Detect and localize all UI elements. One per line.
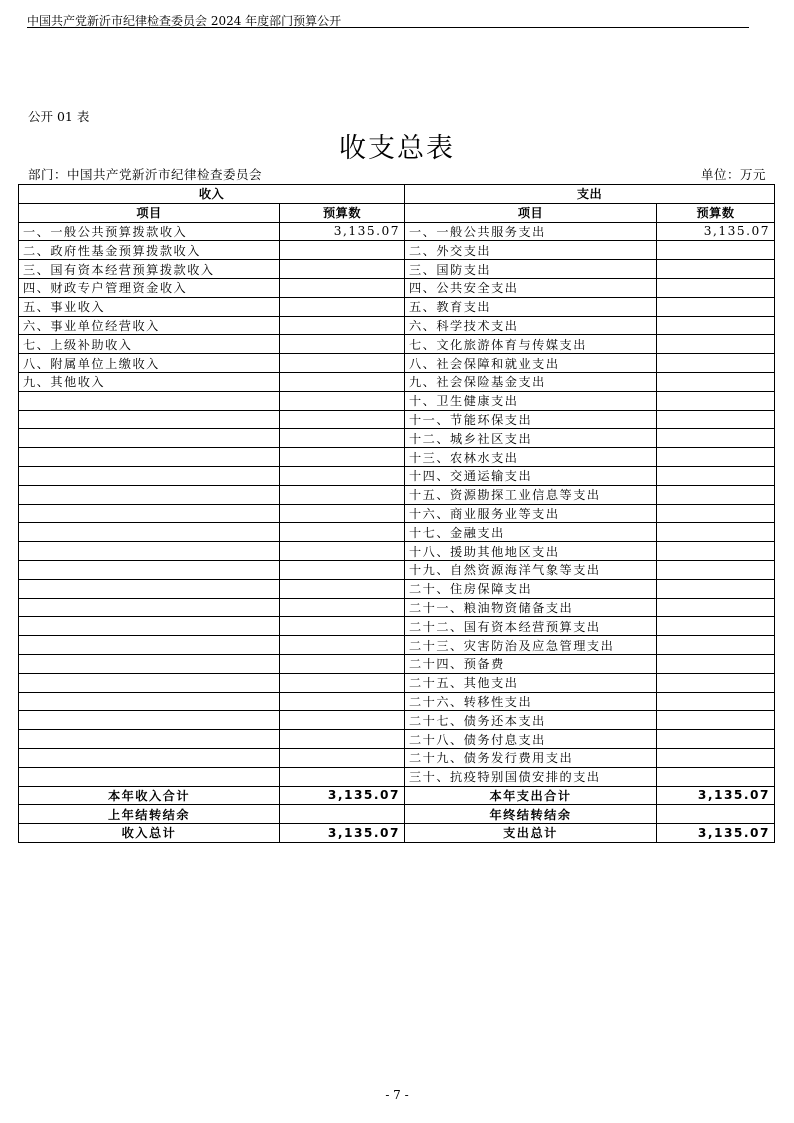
- expense-item-cell: 十三、农林水支出: [405, 448, 657, 467]
- expense-item-cell: 支出总计: [405, 824, 657, 843]
- expense-value-cell: [657, 316, 775, 335]
- expense-item-cell: 十四、交通运输支出: [405, 466, 657, 485]
- income-value-cell: [280, 297, 405, 316]
- table-row: [19, 260, 775, 279]
- expense-item-cell: 十九、自然资源海洋气象等支出: [405, 560, 657, 579]
- table-row: [19, 542, 775, 561]
- income-value-cell: [280, 598, 405, 617]
- income-item-cell: [19, 598, 280, 617]
- income-item-cell: 八、附属单位上缴收入: [19, 354, 280, 373]
- table-row: [19, 654, 775, 673]
- income-item-cell: [19, 466, 280, 485]
- expense-value-cell: [657, 692, 775, 711]
- expense-value-cell: [657, 466, 775, 485]
- income-value-cell: [280, 372, 405, 391]
- income-item-cell: [19, 560, 280, 579]
- expense-item-cell: 六、科学技术支出: [405, 316, 657, 335]
- table-row: [19, 598, 775, 617]
- table-row: [19, 485, 775, 504]
- expense-value-cell: [657, 617, 775, 636]
- income-value-cell: 3,135.07: [280, 824, 405, 843]
- income-item-cell: [19, 767, 280, 786]
- income-value-cell: [280, 636, 405, 655]
- expense-item-cell: 十二、城乡社区支出: [405, 429, 657, 448]
- expense-item-cell: 二十三、灾害防治及应急管理支出: [405, 636, 657, 655]
- table-row: [19, 730, 775, 749]
- table-row: [19, 560, 775, 579]
- expense-value-cell: [657, 391, 775, 410]
- total-row: [19, 805, 775, 824]
- table-row: [19, 297, 775, 316]
- department-label: 部门：中国共产党新沂市纪律检查委员会: [28, 167, 263, 182]
- income-value-cell: [280, 278, 405, 297]
- expense-item-cell: 一、一般公共服务支出: [405, 222, 657, 241]
- income-value-cell: [280, 711, 405, 730]
- expense-item-cell: 七、文化旅游体育与传媒支出: [405, 335, 657, 354]
- income-value-cell: [280, 692, 405, 711]
- expense-value-cell: [657, 504, 775, 523]
- income-value-cell: [280, 241, 405, 260]
- income-item-cell: 五、事业收入: [19, 297, 280, 316]
- expense-item-cell: 八、社会保障和就业支出: [405, 354, 657, 373]
- expense-value-cell: [657, 636, 775, 655]
- income-value-cell: [280, 410, 405, 429]
- expense-value-cell: [657, 542, 775, 561]
- expense-item-cell: 二十七、债务还本支出: [405, 711, 657, 730]
- income-value-cell: [280, 730, 405, 749]
- income-item-cell: 本年收入合计: [19, 786, 280, 805]
- expense-value-cell: [657, 297, 775, 316]
- income-value-cell: [280, 673, 405, 692]
- expense-value-cell: [657, 523, 775, 542]
- table-row: [19, 466, 775, 485]
- expense-item-cell: 十一、节能环保支出: [405, 410, 657, 429]
- expense-item-cell: 十八、援助其他地区支出: [405, 542, 657, 561]
- income-item-cell: 三、国有资本经营预算拨款收入: [19, 260, 280, 279]
- income-item-cell: 七、上级补助收入: [19, 335, 280, 354]
- income-value-cell: 3,135.07: [280, 222, 405, 241]
- table-row: [19, 579, 775, 598]
- expense-item-cell: 二十一、粮油物资储备支出: [405, 598, 657, 617]
- expense-item-cell: 年终结转结余: [405, 805, 657, 824]
- table-row: [19, 391, 775, 410]
- income-item-cell: 收入总计: [19, 824, 280, 843]
- income-value-cell: [280, 617, 405, 636]
- table-row: [19, 222, 775, 241]
- expense-value-cell: [657, 748, 775, 767]
- table-row: [19, 673, 775, 692]
- expense-value-cell: [657, 278, 775, 297]
- expense-value-cell: [657, 579, 775, 598]
- expense-item-cell: 二、外交支出: [405, 241, 657, 260]
- income-item-cell: [19, 579, 280, 598]
- income-value-cell: [280, 466, 405, 485]
- expense-value-cell: 3,135.07: [657, 824, 775, 843]
- expense-value-cell: [657, 730, 775, 749]
- income-value-cell: [280, 767, 405, 786]
- income-item-header: 项目: [19, 203, 280, 222]
- expense-item-cell: 二十二、国有资本经营预算支出: [405, 617, 657, 636]
- table-row: [19, 504, 775, 523]
- page-number: - 7 -: [385, 1088, 409, 1102]
- table-body: [19, 222, 775, 842]
- expense-item-cell: 本年支出合计: [405, 786, 657, 805]
- table-row: [19, 636, 775, 655]
- total-row: [19, 824, 775, 843]
- expense-item-cell: 二十九、债务发行费用支出: [405, 748, 657, 767]
- income-value-cell: [280, 805, 405, 824]
- expense-value-cell: [657, 448, 775, 467]
- table-row: [19, 278, 775, 297]
- column-header-row: [19, 203, 775, 222]
- expense-value-cell: [657, 711, 775, 730]
- income-item-cell: [19, 448, 280, 467]
- expense-value-cell: [657, 354, 775, 373]
- expense-value-cell: [657, 654, 775, 673]
- header-divider: [27, 27, 749, 28]
- income-item-cell: [19, 391, 280, 410]
- income-value-cell: [280, 579, 405, 598]
- expense-value-cell: [657, 767, 775, 786]
- income-item-cell: [19, 673, 280, 692]
- expense-value-cell: [657, 485, 775, 504]
- income-item-cell: [19, 429, 280, 448]
- expense-item-cell: 十五、资源勘探工业信息等支出: [405, 485, 657, 504]
- expense-value-cell: 3,135.07: [657, 222, 775, 241]
- income-item-cell: 九、其他收入: [19, 372, 280, 391]
- income-item-cell: [19, 504, 280, 523]
- expense-value-cell: 3,135.07: [657, 786, 775, 805]
- income-value-cell: [280, 504, 405, 523]
- table-row: [19, 335, 775, 354]
- income-value-cell: [280, 260, 405, 279]
- expense-item-cell: 十六、商业服务业等支出: [405, 504, 657, 523]
- expense-group-header: 支出: [405, 185, 775, 204]
- expense-budget-header: 预算数: [657, 203, 775, 222]
- page-title: 收支总表: [339, 133, 455, 164]
- table-row: [19, 711, 775, 730]
- expense-item-cell: 十七、金融支出: [405, 523, 657, 542]
- income-item-cell: 四、财政专户管理资金收入: [19, 278, 280, 297]
- income-item-cell: [19, 410, 280, 429]
- expense-value-cell: [657, 335, 775, 354]
- expense-item-cell: 三十、抗疫特别国债安排的支出: [405, 767, 657, 786]
- income-value-cell: [280, 654, 405, 673]
- expense-value-cell: [657, 598, 775, 617]
- income-item-cell: 一、一般公共预算拨款收入: [19, 222, 280, 241]
- group-header-row: [19, 185, 775, 204]
- income-budget-header: 预算数: [280, 203, 405, 222]
- income-value-cell: [280, 748, 405, 767]
- income-value-cell: [280, 448, 405, 467]
- table-row: [19, 372, 775, 391]
- expense-value-cell: [657, 560, 775, 579]
- income-value-cell: [280, 335, 405, 354]
- income-value-cell: [280, 523, 405, 542]
- income-value-cell: [280, 354, 405, 373]
- expense-item-cell: 四、公共安全支出: [405, 278, 657, 297]
- expense-value-cell: [657, 429, 775, 448]
- table-row: [19, 410, 775, 429]
- expense-item-cell: 二十四、预备费: [405, 654, 657, 673]
- expense-item-header: 项目: [405, 203, 657, 222]
- expense-item-cell: 十、卫生健康支出: [405, 391, 657, 410]
- income-value-cell: [280, 316, 405, 335]
- income-item-cell: 二、政府性基金预算拨款收入: [19, 241, 280, 260]
- income-item-cell: 上年结转结余: [19, 805, 280, 824]
- income-item-cell: [19, 523, 280, 542]
- budget-summary-table: [18, 184, 775, 843]
- expense-item-cell: 五、教育支出: [405, 297, 657, 316]
- income-group-header: 收入: [19, 185, 405, 204]
- income-value-cell: 3,135.07: [280, 786, 405, 805]
- expense-value-cell: [657, 410, 775, 429]
- unit-label: 单位：万元: [700, 167, 766, 182]
- income-value-cell: [280, 560, 405, 579]
- income-item-cell: [19, 748, 280, 767]
- expense-value-cell: [657, 260, 775, 279]
- table-row: [19, 241, 775, 260]
- income-item-cell: [19, 711, 280, 730]
- form-number: 公开 01 表: [28, 109, 90, 124]
- expense-item-cell: 九、社会保险基金支出: [405, 372, 657, 391]
- income-item-cell: [19, 692, 280, 711]
- total-row: [19, 786, 775, 805]
- expense-value-cell: [657, 372, 775, 391]
- expense-item-cell: 二十八、债务付息支出: [405, 730, 657, 749]
- expense-item-cell: 二十五、其他支出: [405, 673, 657, 692]
- document-header: 中国共产党新沂市纪律检查委员会 2024 年度部门预算公开: [27, 14, 342, 28]
- income-item-cell: [19, 542, 280, 561]
- table-row: [19, 617, 775, 636]
- expense-value-cell: [657, 241, 775, 260]
- income-value-cell: [280, 542, 405, 561]
- income-item-cell: [19, 617, 280, 636]
- income-value-cell: [280, 485, 405, 504]
- income-item-cell: [19, 636, 280, 655]
- income-value-cell: [280, 429, 405, 448]
- income-item-cell: [19, 730, 280, 749]
- expense-item-cell: 二十六、转移性支出: [405, 692, 657, 711]
- expense-item-cell: 三、国防支出: [405, 260, 657, 279]
- income-value-cell: [280, 391, 405, 410]
- table-row: [19, 448, 775, 467]
- expense-value-cell: [657, 805, 775, 824]
- expense-value-cell: [657, 673, 775, 692]
- table-row: [19, 692, 775, 711]
- expense-item-cell: 二十、住房保障支出: [405, 579, 657, 598]
- income-item-cell: [19, 654, 280, 673]
- table-row: [19, 523, 775, 542]
- table-row: [19, 767, 775, 786]
- income-item-cell: [19, 485, 280, 504]
- table-row: [19, 748, 775, 767]
- table-row: [19, 316, 775, 335]
- table-row: [19, 429, 775, 448]
- table-row: [19, 354, 775, 373]
- income-item-cell: 六、事业单位经营收入: [19, 316, 280, 335]
